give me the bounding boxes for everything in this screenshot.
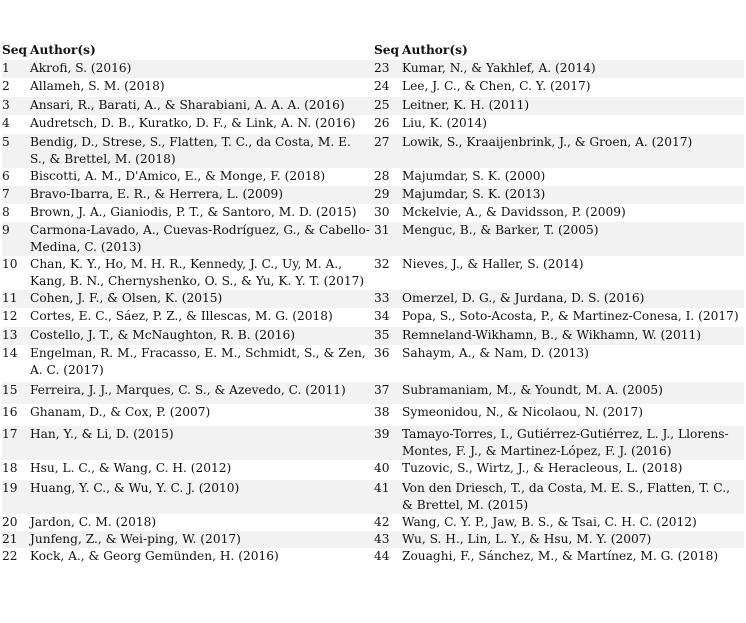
seq-cell: 13 [2,327,30,346]
author-cell: Akrofi, S. (2016) [30,60,374,78]
author-column-header: Author(s) [402,43,468,57]
seq-cell: 32 [374,256,390,271]
author-cell: Symeonidou, N., & Nicolaou, N. (2017) [402,404,644,419]
author-cell: Wang, C. Y. P., Jaw, B. S., & Tsai, C. H. C. (2012) [402,514,697,529]
table-row [2,514,374,531]
author-cell: Tuzovic, S., Wirtz, J., & Heracleous, L. (2018) [402,460,683,475]
seq-cell: 33 [374,290,402,308]
seq-cell: 25 [374,97,402,116]
table-row [2,382,374,403]
table-header-row [374,42,744,60]
seq-cell: 18 [2,460,18,475]
table-row [2,404,374,426]
table-row [374,531,744,548]
table-row [374,290,744,308]
author-cell: Engelman, R. M., Fracasso, E. M., Schmidt, S., & Zen, A. C. (2017) [30,346,366,378]
table-row [2,222,374,256]
seq-cell: 6 [2,169,10,184]
author-cell: Von den Driesch, T., da Costa, M. E. S., Flatten, T. C., & Brettel, M. (2015) [402,480,744,514]
seq-cell: 26 [374,116,390,131]
author-cell: Majumdar, S. K. (2000) [402,169,546,184]
table-row [374,548,744,565]
table-row [2,78,374,96]
author-table-right [374,42,744,565]
author-cell: Huang, Y. C., & Wu, Y. C. J. (2010) [30,480,374,514]
author-cell: Menguc, B., & Barker, T. (2005) [402,222,744,256]
seq-cell: 21 [2,531,30,548]
seq-cell: 36 [374,346,390,361]
author-cell: Kock, A., & Georg Gemünden, H. (2016) [30,548,279,563]
author-cell: Han, Y., & Li, D. (2015) [30,426,374,460]
author-cell: Bravo-Ibarra, E. R., & Herrera, L. (2009) [30,186,374,204]
table-row [2,134,374,168]
seq-cell: 19 [2,480,30,514]
table-row [374,97,744,116]
seq-cell: 10 [2,256,18,271]
author-cell: Majumdar, S. K. (2013) [402,186,744,204]
seq-cell: 5 [2,134,30,168]
table-row [2,186,374,204]
seq-cell: 27 [374,134,402,168]
author-cell: Subramaniam, M., & Youndt, M. A. (2005) [402,382,744,403]
seq-column-header: Seq [374,43,400,57]
table-row [374,134,744,168]
table-row [374,222,744,256]
seq-cell: 15 [2,382,30,403]
table-row [2,97,374,116]
author-cell: Popa, S., Soto-Acosta, P., & Martinez-Conesa, I. (2017) [402,309,739,324]
seq-cell: 4 [2,116,10,131]
seq-cell: 17 [2,426,30,460]
author-cell: Leitner, K. H. (2011) [402,97,744,116]
author-cell: Audretsch, D. B., Kuratko, D. F., & Link, A. N. (2016) [30,116,356,131]
seq-cell: 7 [2,186,30,204]
seq-column-header: Seq [2,43,28,57]
seq-cell: 44 [374,548,390,563]
author-cell: Omerzel, D. G., & Jurdana, D. S. (2016) [402,290,744,308]
author-cell: Chan, K. Y., Ho, M. H. R., Kennedy, J. C., Uy, M. A., Kang, B. N., Chernyshenko, O. S., & Yu, K. Y. T. (2017) [30,256,365,288]
seq-cell: 14 [2,346,18,361]
table-row [374,115,744,134]
seq-cell: 39 [374,426,402,460]
seq-cell: 12 [2,309,18,324]
table-row [2,256,374,290]
seq-cell: 28 [374,169,390,184]
table-row [2,290,374,308]
table-row [2,168,374,186]
table-row [2,426,374,460]
seq-cell: 20 [2,514,18,529]
table-row [374,308,744,326]
table-row [374,327,744,346]
author-cell: Cortes, E. C., Sáez, P. Z., & Illescas, M. G. (2018) [30,309,333,324]
seq-cell: 35 [374,327,402,346]
author-cell: Hsu, L. C., & Wang, C. H. (2012) [30,460,232,475]
author-cell: Nieves, J., & Haller, S. (2014) [402,256,584,271]
author-cell: Wu, S. H., Lin, L. Y., & Hsu, M. Y. (2007) [402,531,744,548]
table-row [374,426,744,460]
seq-cell: 43 [374,531,402,548]
seq-cell: 29 [374,186,402,204]
author-cell: Cohen, J. F., & Olsen, K. (2015) [30,290,374,308]
table-row [374,186,744,204]
table-row [2,548,374,565]
author-cell: Ghanam, D., & Cox, P. (2007) [30,404,211,419]
table-row [374,514,744,531]
seq-cell: 16 [2,404,18,419]
seq-cell: 3 [2,97,30,116]
table-row [374,204,744,222]
seq-cell: 30 [374,204,390,219]
author-cell: Mckelvie, A., & Davidsson, P. (2009) [402,204,626,219]
table-row [374,460,744,480]
author-column-header: Author(s) [30,43,96,57]
seq-cell: 37 [374,382,402,403]
author-cell: Lowik, S., Kraaijenbrink, J., & Groen, A. (2017) [402,134,744,168]
table-row [2,308,374,326]
author-cell: Kumar, N., & Yakhlef, A. (2014) [402,60,744,78]
table-row [2,480,374,514]
author-cell: Carmona-Lavado, A., Cuevas-Rodríguez, G., & Cabello-Medina, C. (2013) [30,222,374,256]
author-cell: Jardon, C. M. (2018) [30,514,157,529]
table-row [2,327,374,346]
seq-cell: 11 [2,290,30,308]
author-cell: Allameh, S. M. (2018) [30,79,165,94]
author-table-left [2,42,374,565]
author-cell: Costello, J. T., & McNaughton, R. B. (2016) [30,327,374,346]
seq-cell: 41 [374,480,402,514]
table-row [374,345,744,382]
seq-cell: 40 [374,460,390,475]
author-cell: Tamayo-Torres, I., Gutiérrez-Gutiérrez, L. J., Llorens-Montes, F. J., & Martinez-López, F. J. (2016) [402,426,744,460]
table-row [2,60,374,78]
seq-cell: 8 [2,204,10,219]
table-row [374,404,744,426]
author-cell: Ansari, R., Barati, A., & Sharabiani, A. A. A. (2016) [30,97,374,116]
seq-cell: 22 [2,548,18,563]
author-cell: Bendig, D., Strese, S., Flatten, T. C., da Costa, M. E. S., & Brettel, M. (2018) [30,134,374,168]
author-cell: Ferreira, J. J., Marques, C. S., & Azevedo, C. (2011) [30,382,374,403]
author-cell: Liu, K. (2014) [402,116,487,131]
author-cell: Biscotti, A. M., D'Amico, E., & Monge, F. (2018) [30,169,326,184]
table-row [2,460,374,480]
author-reference-table [2,42,744,565]
author-cell: Lee, J. C., & Chen, C. Y. (2017) [402,79,591,94]
author-cell: Junfeng, Z., & Wei-ping, W. (2017) [30,531,374,548]
table-row [2,531,374,548]
seq-cell: 1 [2,60,30,78]
table-row [374,60,744,78]
table-header-row [2,42,374,60]
author-cell: Zouaghi, F., Sánchez, M., & Martínez, M. G. (2018) [402,548,719,563]
seq-cell: 23 [374,60,402,78]
seq-cell: 34 [374,309,390,324]
table-row [374,382,744,403]
seq-cell: 24 [374,79,390,94]
author-cell: Remneland-Wikhamn, B., & Wikhamn, W. (2011) [402,327,744,346]
table-row [374,168,744,186]
seq-cell: 31 [374,222,402,256]
seq-cell: 38 [374,404,390,419]
author-cell: Brown, J. A., Gianiodis, P. T., & Santoro, M. D. (2015) [30,204,357,219]
seq-cell: 2 [2,79,10,94]
seq-cell: 9 [2,222,30,256]
author-cell: Sahaym, A., & Nam, D. (2013) [402,346,589,361]
table-row [374,480,744,514]
table-row [374,78,744,96]
table-row [2,115,374,134]
table-row [2,345,374,382]
seq-cell: 42 [374,514,390,529]
table-row [2,204,374,222]
table-row [374,256,744,290]
